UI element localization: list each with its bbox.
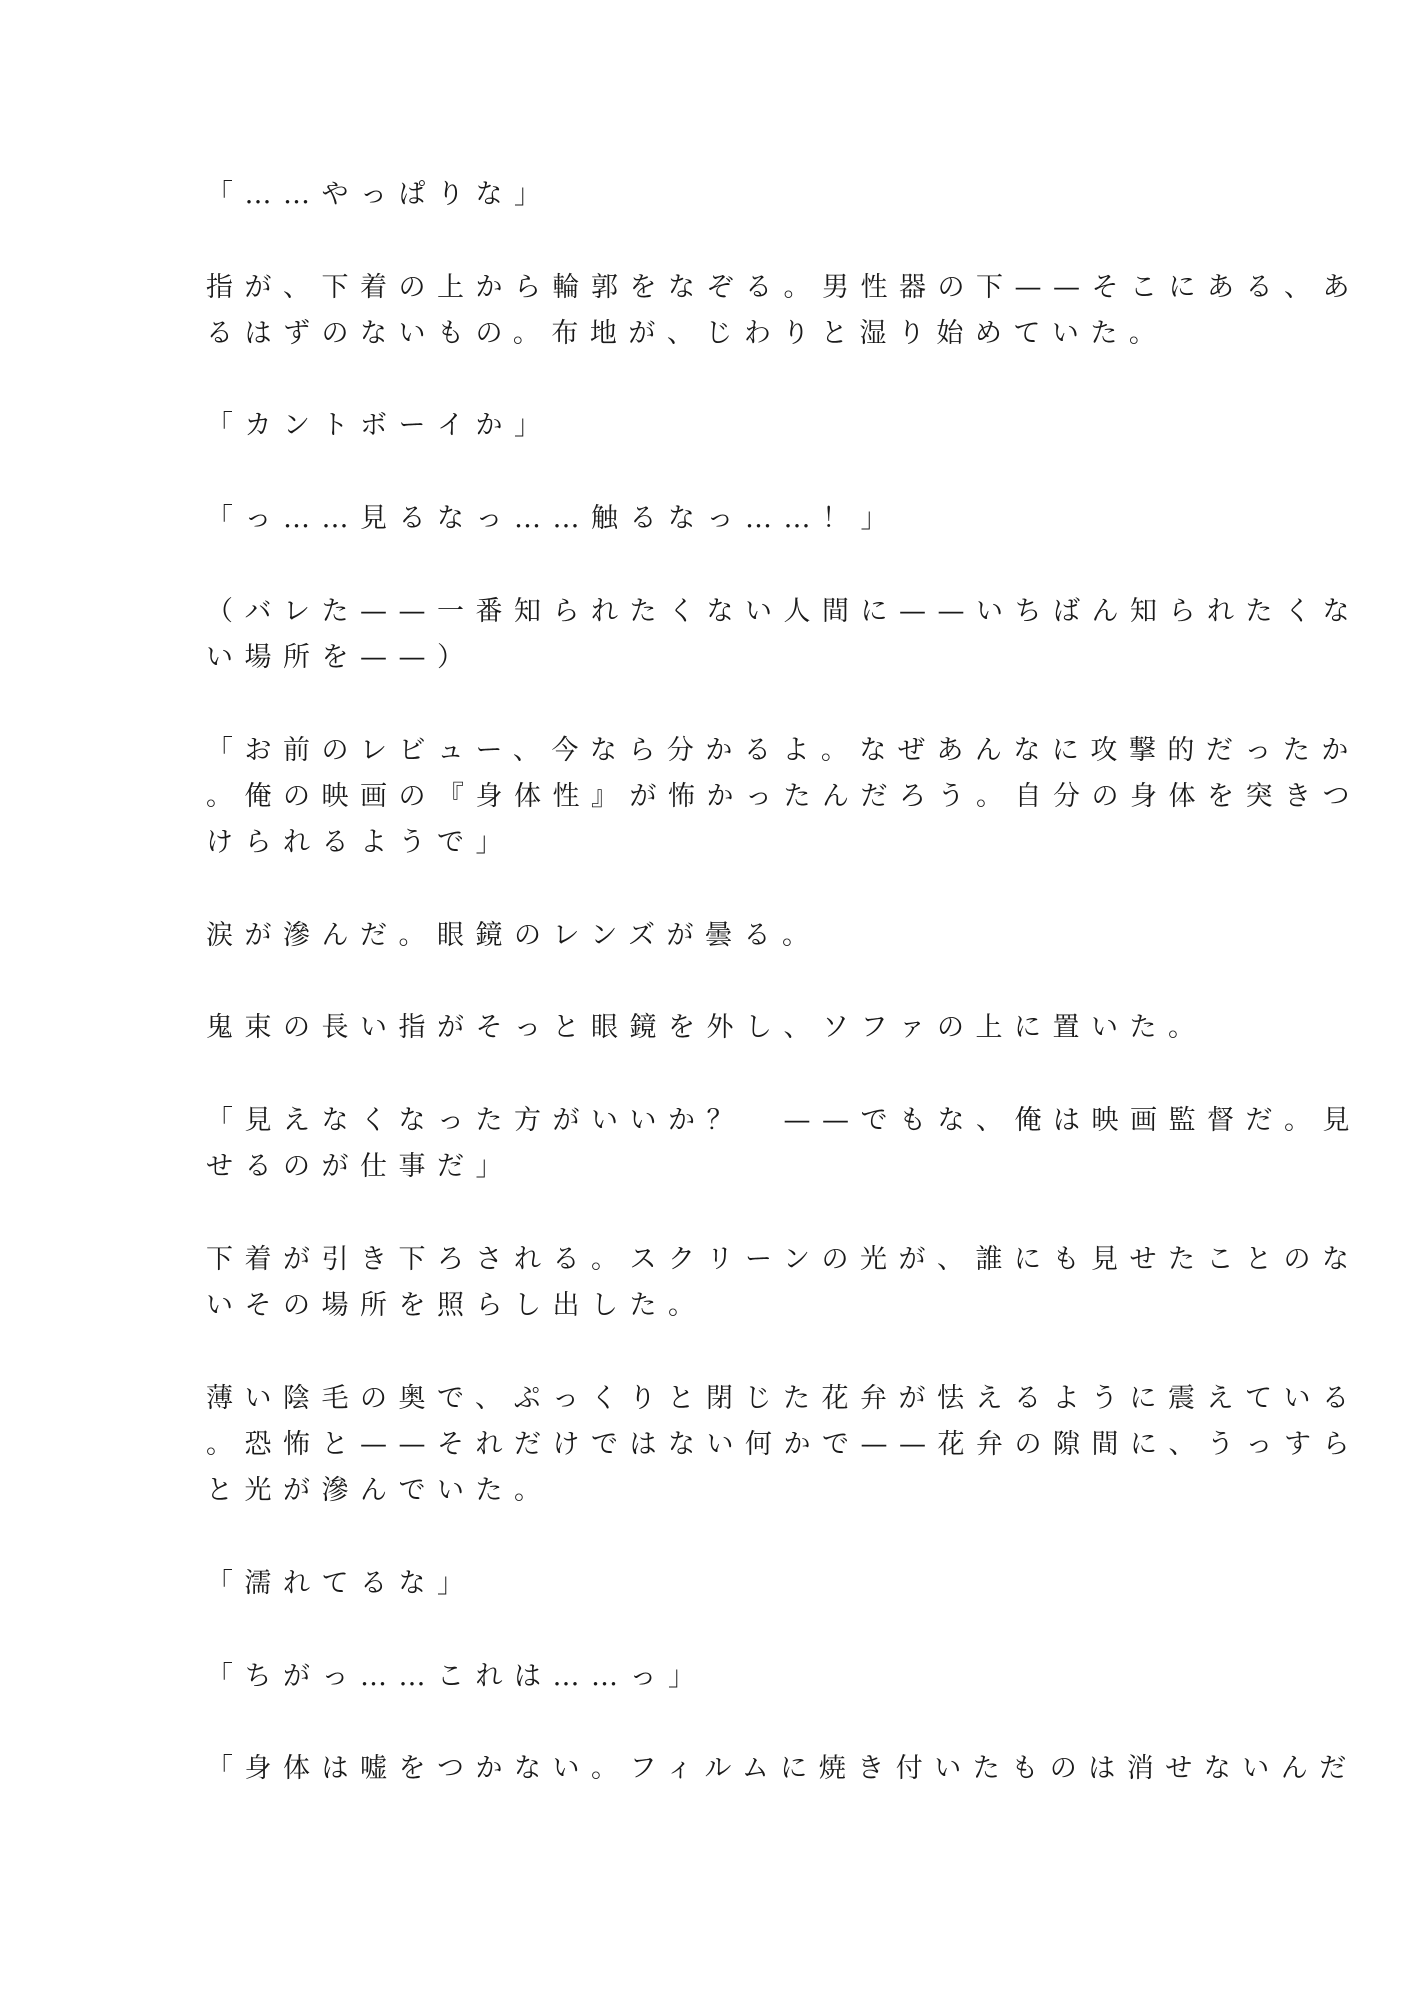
- paragraph: [206, 1746, 1358, 1792]
- text-line: 下着が引き下ろされる。スクリーンの光が、誰にも見せたことのな: [206, 1243, 1361, 1275]
- paragraph: [206, 1237, 1361, 1330]
- text-line: 「濡れてるな」: [206, 1567, 476, 1599]
- paragraph: [206, 1654, 1186, 1700]
- text-line: 「見えなくなった方がいいか？ ——でもな、俺は映画監督だ。見: [206, 1104, 1361, 1136]
- paragraph: [206, 265, 1361, 358]
- text-line: 。俺の映画の『身体性』が怖かったんだろう。自分の身体を突きつ: [206, 780, 1361, 812]
- paragraph: [206, 172, 1186, 218]
- text-line: 薄い陰毛の奥で、ぷっくりと閉じた花弁が怯えるように震えている: [206, 1382, 1361, 1414]
- text-line: 涙が滲んだ。眼鏡のレンズが曇る。: [206, 919, 821, 951]
- text-line: 指が、下着の上から輪郭をなぞる。男性器の下——そこにある、あ: [206, 271, 1361, 303]
- paragraph: [206, 1098, 1361, 1191]
- text-line: い場所を——）: [206, 641, 476, 673]
- text-line: るはずのないもの。布地が、じわりと湿り始めていた。: [206, 317, 1168, 349]
- paragraph: [206, 496, 1186, 542]
- text-line: 「ちがっ……これは……っ」: [206, 1660, 707, 1692]
- text-line: 「身体は嘘をつかない。フィルムに焼き付いたものは消せないんだ: [206, 1753, 1358, 1785]
- paragraph: [206, 1561, 1186, 1607]
- paragraph: [206, 913, 1186, 959]
- text-line: （バレた——一番知られたくない人間に——いちばん知られたくな: [206, 595, 1361, 627]
- text-line: と光が滲んでいた。: [206, 1475, 553, 1507]
- paragraph: [206, 403, 1186, 449]
- document-page: [206, 172, 1361, 1839]
- text-line: 「……やっぱりな」: [206, 179, 553, 210]
- paragraph: [206, 728, 1361, 867]
- text-line: いその場所を照らし出した。: [206, 1290, 707, 1322]
- paragraph: [206, 1005, 1207, 1051]
- text-line: 鬼束の長い指がそっと眼鏡を外し、ソファの上に置いた。: [206, 1012, 1207, 1044]
- text-line: 「カントボーイか」: [206, 410, 553, 442]
- paragraph: [206, 589, 1361, 682]
- paragraph: [206, 1376, 1361, 1515]
- text-line: 「お前のレビュー、今なら分かるよ。なぜあんなに攻撃的だったか: [206, 734, 1360, 766]
- text-line: 「っ……見るなっ……触るなっ……！」: [206, 503, 899, 535]
- text-line: けられるようで」: [206, 827, 514, 859]
- text-line: 。恐怖と——それだけではない何かで——花弁の隙間に、うっすら: [206, 1429, 1361, 1461]
- text-line: せるのが仕事だ」: [206, 1151, 514, 1183]
